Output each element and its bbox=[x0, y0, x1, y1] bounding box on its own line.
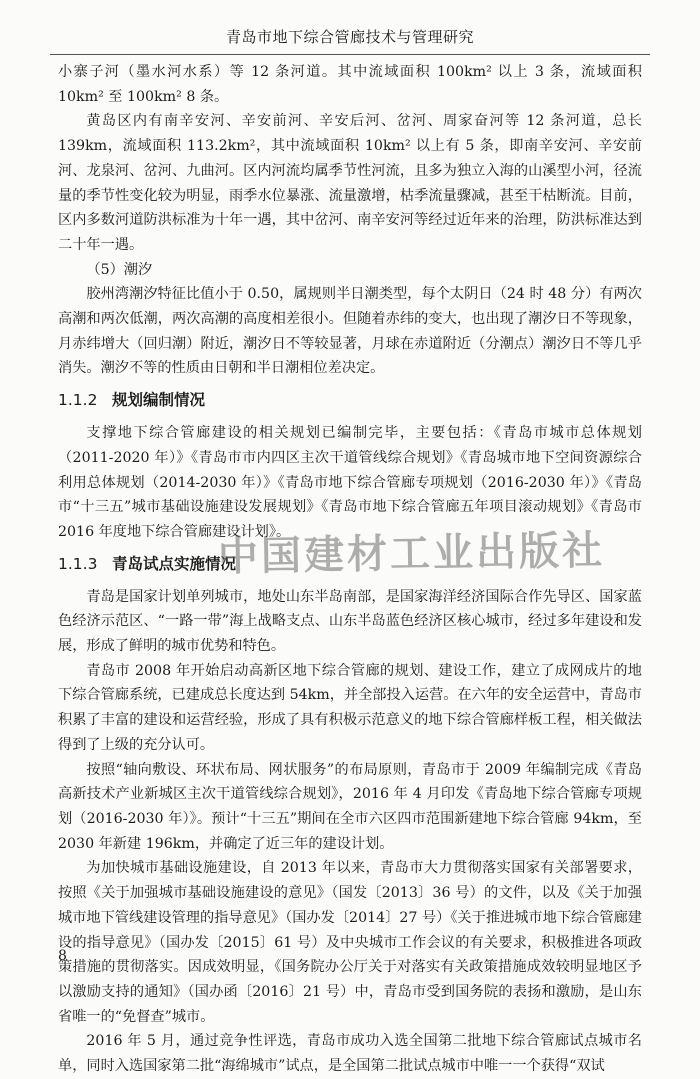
paragraph: 支撑地下综合管廊建设的相关规划已编制完毕，主要包括：《青岛市城市总体规划（2011-2020 年）》《青岛市市内四区主次干道管线综合规划》《青岛城市地下空间资源综合利用总体规划（2014-2030 年）》《青岛市地下综合管廊专项规划（2016-2030 年）》《青岛市“十三五”城市基础设施建设发展规划》《青岛市地下综合管廊五年项目滚动规划》《青岛市 2016 年度地下综合管廊建设计划》。 bbox=[58, 425, 642, 540]
header-title: 青岛市地下综合管廊技术与管理研究 bbox=[225, 28, 474, 46]
paragraph: 小寨子河（墨水河水系）等 12 条河道。其中流域面积 100km² 以上 3 条，流域面积 10km² 至 100km² 8 条。 bbox=[58, 64, 642, 105]
paragraph: 青岛市 2008 年开始启动高新区地下综合管廊的规划、建设工作，建立了成网成片的地下综合管廊系统，已建成总长度达到 54km，并全部投入运营。在六年的安全运营中，青岛市积累了丰富的建设和运营经验，形成了具有积极示范意义的地下综合管廊样板工程，相关做法得到了上级的充分认可。 bbox=[58, 662, 642, 753]
section-heading-pilot bbox=[58, 526, 642, 581]
page-body bbox=[58, 60, 642, 1079]
paragraph: 为加快城市基础设施建设，自 2013 年以来，青岛市大力贯彻落实国家有关部署要求，按照《关于加强城市基础设施建设的意见》（国发〔2013〕36 号）的文件，以及《关于加强城市地下管线建设管理的指导意见》（国办发〔2014〕27 号）《关于推进城市地下综合管廊建设的指导意见》（国办发〔2015〕61 号）及中央城市工作会议的有关要求，积极推进各项政策措施的贯彻落实。因成效明显，《国务院办公厅关于对落实有关政策措施成效较明显地区予以激励支持的通知》（国办函〔2016〕21 号）中，青岛市受到国务院的表扬和激励，是山东省唯一的“免督查”城市。 bbox=[58, 860, 642, 1025]
page-number: 8 bbox=[58, 948, 67, 964]
section-title: 规划编制情况 bbox=[112, 391, 206, 410]
section-heading-planning bbox=[58, 387, 642, 413]
paragraph: 黄岛区内有南辛安河、辛安前河、辛安后河、岔河、周家奋河等 12 条河道，总长 139km，流域面积 113.2km²，其中流域面积 10km² 以上有 5 条，即南辛安河、辛安前河、龙泉河、岔河、九曲河。区内河流均属季节性河流，且多为独立入海的山溪型小河，径流量的季节性变化较为明显，雨季水位暴涨、流量激增，枯季流量骤减，甚至干枯断流。目前，区内多数河道防洪标准为十年一遇，其中岔河、南辛安河等经过近年来的治理，防洪标准达到二十年一遇。 bbox=[58, 113, 642, 253]
paragraph: 2016 年 5 月，通过竞争性评选，青岛市成功入选全国第二批地下综合管廊试点城市名单，同时入选国家第二批“海绵城市”试点，是全国第二批试点城市中唯一一个获得“双试 bbox=[58, 1033, 642, 1075]
section-number: 1.1.2 bbox=[58, 391, 98, 410]
running-header bbox=[50, 22, 650, 55]
paragraph: 胶州湾潮汐特征比值小于 0.50，属规则半日潮类型，每个太阴日（24 时 48 分）有两次高潮和两次低潮，两次高潮的高度相差很小。但随着赤纬的变大，也出现了潮汐日不等现象，月赤纬增大（回归潮）附近，潮汐日不等较显著，月球在赤道附近（分潮点）潮汐日不等几乎消失。潮汐不等的性质由日朝和半日潮相位差决定。 bbox=[58, 286, 642, 377]
publisher-watermark: 中国建材工业出版社 bbox=[217, 526, 606, 581]
section-number: 1.1.3 bbox=[58, 554, 98, 573]
paragraph: 青岛是国家计划单列城市，地处山东半岛南部，是国家海洋经济国际合作先导区、国家蓝色经济示范区、“一路一带”海上战略支点、山东半岛蓝色经济区核心城市，经过多年建设和发展，形成了鲜明的城市优势和特色。 bbox=[58, 588, 642, 655]
section-title: 青岛试点实施情况 bbox=[112, 554, 237, 573]
paragraph: 按照“轴向敷设、环状布局、网状服务”的布局原则，青岛市于 2009 年编制完成《青岛高新技术产业新城区主次干道管线综合规划》，2016 年 4 月印发《青岛地下综合管廊专项规划（2016-2030 年）》。预计“十三五”期间在全市六区四市范围新建地下综合管廊 94km，至 2030 年新建 196km，并确定了近三年的建设计划。 bbox=[58, 761, 642, 852]
subheading-tide: （5）潮汐 bbox=[86, 261, 153, 278]
